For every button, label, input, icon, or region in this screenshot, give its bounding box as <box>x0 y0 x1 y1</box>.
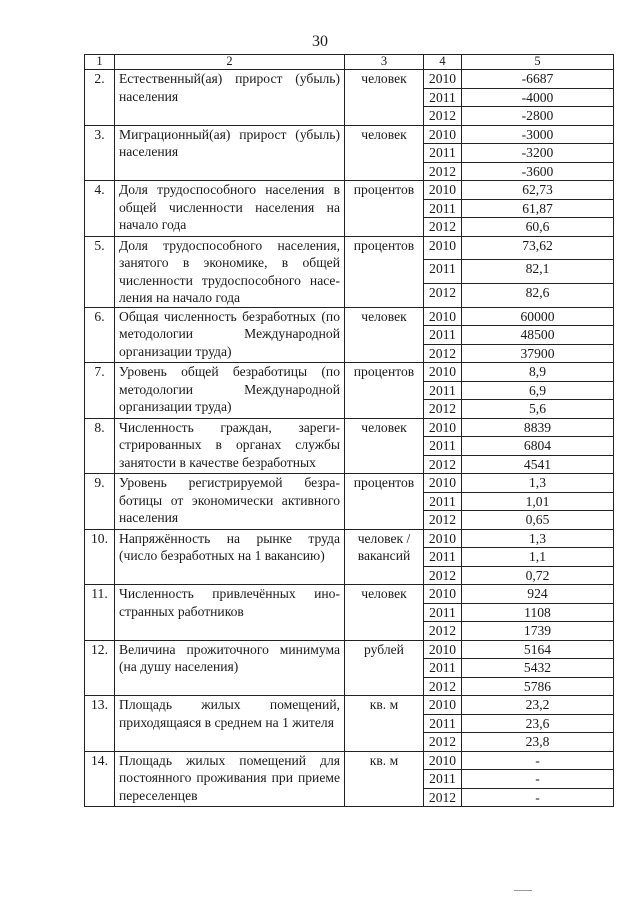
year-cell: 2011 <box>424 199 462 218</box>
indicator-name: Площадь жилых помещений, приходящаяся в среднем на 1 жителя <box>115 696 345 752</box>
value-cell: 61,87 <box>462 199 614 218</box>
unit-of-measure: процентов <box>345 236 424 307</box>
value-cell: 5432 <box>462 659 614 678</box>
value-cell: -3600 <box>462 162 614 181</box>
indicators-table <box>84 54 614 807</box>
indicator-name: Численность привлечённых иностранных работников <box>115 585 345 641</box>
value-cell: 60000 <box>462 307 614 326</box>
year-cell: 2012 <box>424 400 462 419</box>
table-row <box>85 70 614 89</box>
indicator-name: Миграционный(ая) прирост (убыль) населения <box>115 125 345 181</box>
table-row <box>85 640 614 659</box>
value-cell: -4000 <box>462 88 614 107</box>
value-cell: 1,3 <box>462 529 614 548</box>
unit-of-measure: рублей <box>345 640 424 696</box>
table-row <box>85 125 614 144</box>
value-cell: 1,01 <box>462 492 614 511</box>
unit-of-measure: человек <box>345 70 424 126</box>
unit-of-measure: человек <box>345 307 424 363</box>
year-cell: 2011 <box>424 548 462 567</box>
value-cell: 1108 <box>462 603 614 622</box>
value-cell: 1,3 <box>462 474 614 493</box>
row-number: 11. <box>85 585 115 641</box>
year-cell: 2011 <box>424 492 462 511</box>
value-cell: 5164 <box>462 640 614 659</box>
table-row <box>85 236 614 260</box>
year-cell: 2012 <box>424 511 462 530</box>
value-cell: 1739 <box>462 622 614 641</box>
value-cell: 37900 <box>462 344 614 363</box>
unit-of-measure: процентов <box>345 181 424 237</box>
unit-of-measure: процентов <box>345 474 424 530</box>
year-cell: 2011 <box>424 714 462 733</box>
year-cell: 2011 <box>424 381 462 400</box>
year-cell: 2012 <box>424 218 462 237</box>
value-cell: 23,6 <box>462 714 614 733</box>
indicator-name: Напряжённость на рынке труда (число безработных на 1 вакансию) <box>115 529 345 585</box>
unit-of-measure: человек <box>345 418 424 474</box>
value-cell: 5,6 <box>462 400 614 419</box>
year-cell: 2011 <box>424 770 462 789</box>
value-cell: 82,1 <box>462 260 614 284</box>
table-row <box>85 418 614 437</box>
value-cell: 62,73 <box>462 181 614 200</box>
value-cell: 6,9 <box>462 381 614 400</box>
year-cell: 2012 <box>424 566 462 585</box>
column-header-unit: 3 <box>345 55 424 70</box>
indicator-name: Площадь жилых помещений для постоянного проживания при приеме переселенцев <box>115 751 345 807</box>
year-cell: 2010 <box>424 696 462 715</box>
indicator-name: Уровень общей безработицы (по методологии Международной организации труда) <box>115 363 345 419</box>
value-cell: -3200 <box>462 144 614 163</box>
indicator-name: Естественный(ая) прирост (убыль) населения <box>115 70 345 126</box>
row-number: 10. <box>85 529 115 585</box>
year-cell: 2010 <box>424 125 462 144</box>
value-cell: 48500 <box>462 326 614 345</box>
unit-of-measure: человек <box>345 125 424 181</box>
unit-of-measure: человек <box>345 585 424 641</box>
year-cell: 2011 <box>424 326 462 345</box>
table-row <box>85 474 614 493</box>
year-cell: 2011 <box>424 260 462 284</box>
year-cell: 2010 <box>424 363 462 382</box>
table-row <box>85 181 614 200</box>
year-cell: 2012 <box>424 788 462 807</box>
row-number: 12. <box>85 640 115 696</box>
column-header-value: 5 <box>462 55 614 70</box>
year-cell: 2011 <box>424 603 462 622</box>
table-header-row <box>85 55 614 70</box>
year-cell: 2012 <box>424 733 462 752</box>
year-cell: 2010 <box>424 474 462 493</box>
row-number: 2. <box>85 70 115 126</box>
table-row <box>85 585 614 604</box>
unit-of-measure: процентов <box>345 363 424 419</box>
year-cell: 2010 <box>424 751 462 770</box>
indicator-name: Общая численность безработных (по методологии Международной организации труда) <box>115 307 345 363</box>
unit-of-measure: кв. м <box>345 696 424 752</box>
value-cell: - <box>462 751 614 770</box>
indicator-name: Уровень регистрируемой безработицы от экономически активного населения <box>115 474 345 530</box>
page-number: 30 <box>312 33 328 50</box>
value-cell: 23,8 <box>462 733 614 752</box>
column-header-year: 4 <box>424 55 462 70</box>
unit-of-measure: человек / вакансий <box>345 529 424 585</box>
unit-of-measure: кв. м <box>345 751 424 807</box>
row-number: 8. <box>85 418 115 474</box>
year-cell: 2011 <box>424 437 462 456</box>
column-header-indicator: 2 <box>115 55 345 70</box>
value-cell: - <box>462 788 614 807</box>
table-row <box>85 363 614 382</box>
value-cell: -6687 <box>462 70 614 89</box>
row-number: 3. <box>85 125 115 181</box>
value-cell: 60,6 <box>462 218 614 237</box>
row-number: 13. <box>85 696 115 752</box>
year-cell: 2010 <box>424 307 462 326</box>
table-row <box>85 529 614 548</box>
value-cell: 8,9 <box>462 363 614 382</box>
value-cell: 73,62 <box>462 236 614 260</box>
year-cell: 2012 <box>424 677 462 696</box>
year-cell: 2012 <box>424 344 462 363</box>
value-cell: 0,65 <box>462 511 614 530</box>
row-number: 14. <box>85 751 115 807</box>
page-mark <box>514 890 532 891</box>
year-cell: 2011 <box>424 88 462 107</box>
year-cell: 2012 <box>424 162 462 181</box>
year-cell: 2012 <box>424 622 462 641</box>
value-cell: - <box>462 770 614 789</box>
indicator-name: Величина прожиточного минимума (на душу населения) <box>115 640 345 696</box>
table-row <box>85 696 614 715</box>
row-number: 6. <box>85 307 115 363</box>
value-cell: 82,6 <box>462 283 614 307</box>
value-cell: -2800 <box>462 107 614 126</box>
year-cell: 2012 <box>424 455 462 474</box>
value-cell: 6804 <box>462 437 614 456</box>
year-cell: 2010 <box>424 585 462 604</box>
year-cell: 2011 <box>424 144 462 163</box>
year-cell: 2010 <box>424 181 462 200</box>
value-cell: -3000 <box>462 125 614 144</box>
indicator-name: Доля трудоспособного населения в общей численности населения на начало года <box>115 181 345 237</box>
value-cell: 8839 <box>462 418 614 437</box>
value-cell: 924 <box>462 585 614 604</box>
value-cell: 5786 <box>462 677 614 696</box>
row-number: 4. <box>85 181 115 237</box>
year-cell: 2012 <box>424 107 462 126</box>
year-cell: 2010 <box>424 418 462 437</box>
row-number: 9. <box>85 474 115 530</box>
year-cell: 2010 <box>424 529 462 548</box>
year-cell: 2010 <box>424 236 462 260</box>
column-header-number: 1 <box>85 55 115 70</box>
table-row <box>85 751 614 770</box>
year-cell: 2012 <box>424 283 462 307</box>
table-row <box>85 307 614 326</box>
year-cell: 2010 <box>424 70 462 89</box>
table-body <box>85 70 614 807</box>
year-cell: 2011 <box>424 659 462 678</box>
indicator-name: Доля трудоспособного населения, занятого в экономике, в общей численности трудоспособного населения на начало года <box>115 236 345 307</box>
indicator-name: Численность граждан, зарегистрированных в органах службы занятости в качестве безработных <box>115 418 345 474</box>
row-number: 7. <box>85 363 115 419</box>
value-cell: 23,2 <box>462 696 614 715</box>
value-cell: 0,72 <box>462 566 614 585</box>
year-cell: 2010 <box>424 640 462 659</box>
value-cell: 1,1 <box>462 548 614 567</box>
row-number: 5. <box>85 236 115 307</box>
value-cell: 4541 <box>462 455 614 474</box>
